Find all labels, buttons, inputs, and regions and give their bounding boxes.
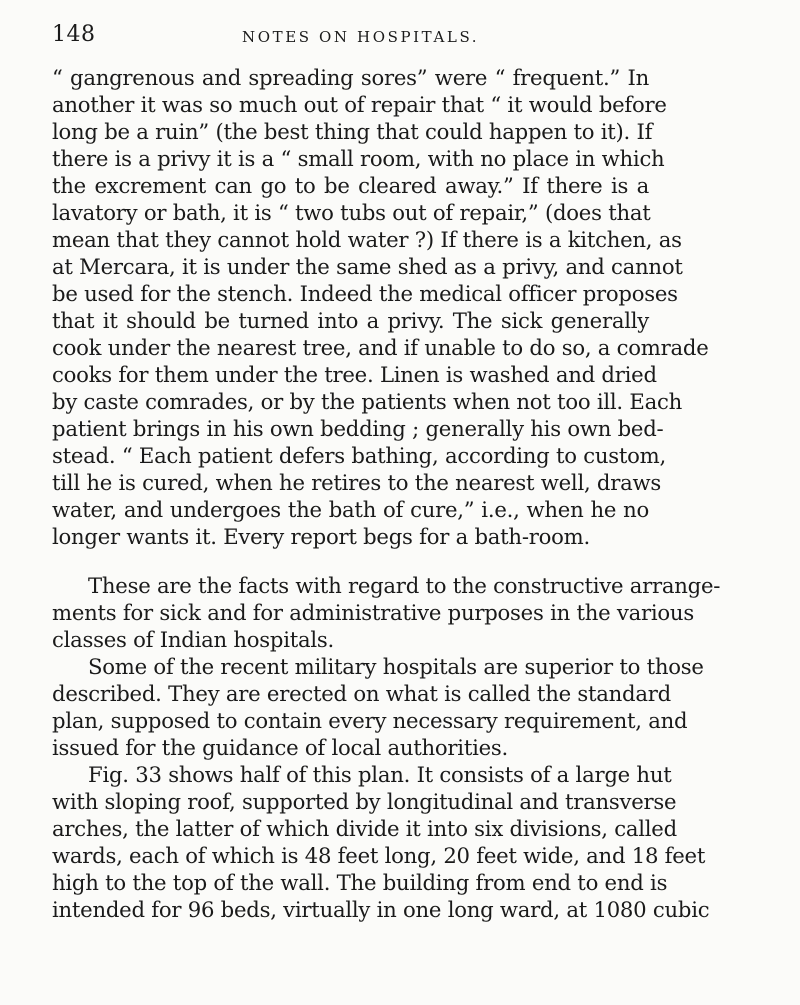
text-line: cooks for them under the tree. Linen is washed and dried — [52, 362, 657, 387]
text-line: wards, each of which is 48 feet long, 20 feet wide, and 18 feet — [52, 843, 706, 868]
text-line: mean that they cannot hold water ?) If there is a kitchen, as — [52, 227, 682, 252]
text-line: “ gangrenous and spreading sores” were “ frequent.” In — [52, 65, 649, 90]
text-line: intended for 96 beds, virtually in one long ward, at 1080 cubic — [52, 897, 710, 922]
text-line: issued for the guidance of local authorities. — [52, 735, 509, 760]
text-line: stead. “ Each patient defers bathing, according to custom, — [52, 443, 666, 468]
text-line: Some of the recent military hospitals are superior to those — [88, 654, 704, 679]
paragraph — [52, 64, 709, 550]
paragraph — [52, 572, 721, 653]
page-header — [52, 22, 662, 52]
text-line: lavatory or bath, it is “ two tubs out of repair,” (does that — [52, 200, 651, 225]
paragraph — [52, 653, 704, 761]
text-line: at Mercara, it is under the same shed as a privy, and cannot — [52, 254, 683, 279]
paragraph — [52, 761, 710, 923]
text-line: there is a privy it is a “ small room, with no place in which — [52, 146, 665, 171]
text-line: with sloping roof, supported by longitudinal and transverse — [52, 789, 677, 814]
text-line: classes of Indian hospitals. — [52, 627, 335, 652]
text-line: the excrement can go to be cleared away.” If there is a — [52, 173, 649, 198]
text-line: ments for sick and for administrative purposes in the various — [52, 600, 694, 625]
text-line: till he is cured, when he retires to the nearest well, draws — [52, 470, 662, 495]
running-title: NOTES ON HOSPITALS. — [242, 28, 480, 46]
text-line: cook under the nearest tree, and if unable to do so, a comrade — [52, 335, 709, 360]
text-line: high to the top of the wall. The building from end to end is — [52, 870, 668, 895]
text-line: patient brings in his own bedding ; generally his own bed- — [52, 416, 664, 441]
text-line: Fig. 33 shows half of this plan. It consists of a large hut — [88, 762, 672, 787]
text-line: water, and undergoes the bath of cure,” i.e., when he no — [52, 497, 649, 522]
section-gap — [52, 550, 649, 572]
text-line: longer wants it. Every report begs for a bath-room. — [52, 524, 590, 549]
text-line: long be a ruin” (the best thing that could happen to it). If — [52, 119, 653, 144]
body-text — [52, 64, 721, 923]
text-line: that it should be turned into a privy. The sick generally — [52, 308, 649, 333]
text-line: These are the facts with regard to the constructive arrange- — [88, 573, 721, 598]
text-line: plan, supposed to contain every necessary requirement, and — [52, 708, 688, 733]
text-line: by caste comrades, or by the patients when not too ill. Each — [52, 389, 682, 414]
text-line: another it was so much out of repair that “ it would before — [52, 92, 667, 117]
text-line: be used for the stench. Indeed the medical officer proposes — [52, 281, 678, 306]
page-number: 148 — [52, 22, 96, 47]
text-line: arches, the latter of which divide it into six divisions, called — [52, 816, 677, 841]
text-line: described. They are erected on what is called the standard — [52, 681, 671, 706]
